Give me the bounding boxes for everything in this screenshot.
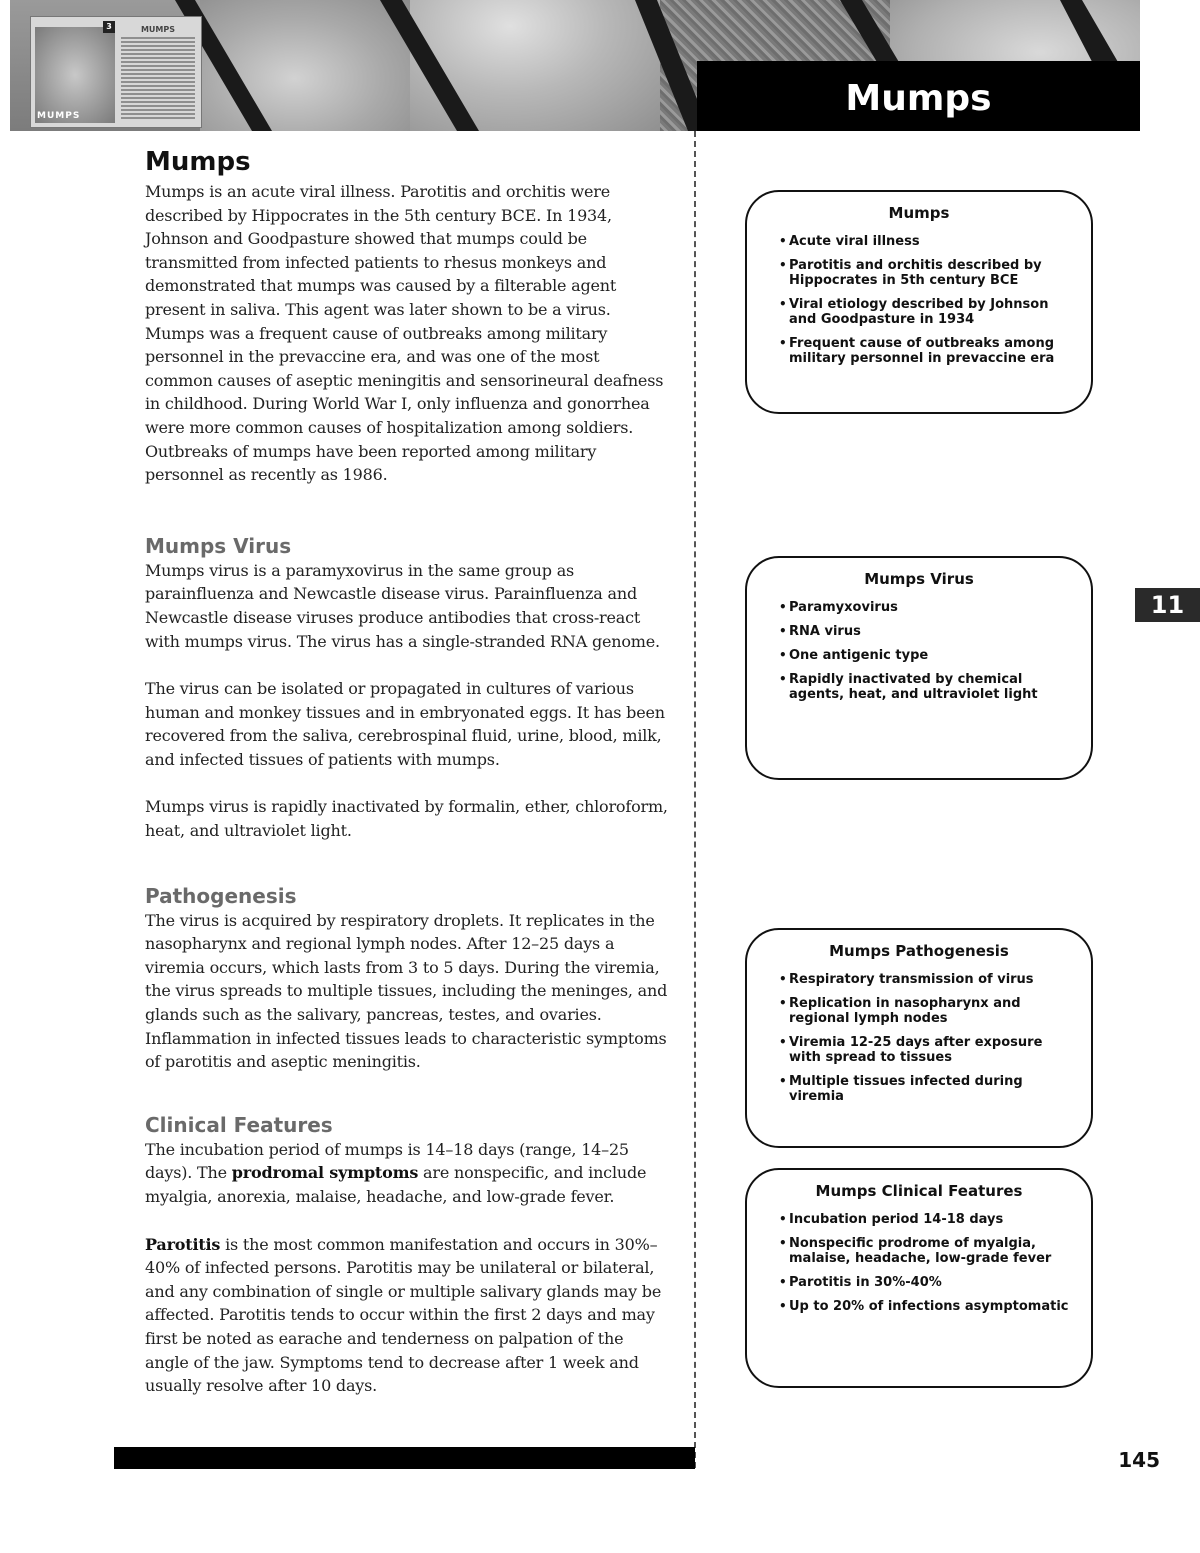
chapter-number: 11: [1150, 591, 1185, 619]
slide-bullet: • Frequent cause of outbreaks among military personnel in prevaccine era: [789, 336, 1073, 366]
poster-photo: [35, 27, 115, 123]
paragraph-virus-1: Mumps virus is a paramyxovirus in the same group as parainfluenza and Newcastle disease virus. Parainfluenza and Newcastle disease viruses produce antibodies that cross-react with mumps virus. The virus has a single-stranded RNA genome.: [145, 560, 660, 651]
slide-bullet: • Parotitis and orchitis described by Hippocrates in 5th century BCE: [789, 258, 1073, 288]
slide-bullet: • Incubation period 14-18 days: [789, 1212, 1073, 1227]
slide-bullet: • RNA virus: [789, 624, 1073, 639]
poster-thumbnail: [30, 16, 202, 128]
paragraph-virus-3: Mumps virus is rapidly inactivated by formalin, ether, chloroform, heat, and ultraviolet light.: [145, 797, 668, 841]
slide-bullet: • Paramyxovirus: [789, 600, 1073, 615]
slide-box-title: Mumps Virus: [864, 570, 974, 588]
section-heading-mumps-virus: Mumps Virus: [145, 533, 292, 558]
slide-box-mumps-virus: [745, 556, 1093, 780]
slide-box-title: Mumps Clinical Features: [815, 1182, 1023, 1200]
slide-box-title: Mumps Pathogenesis: [829, 942, 1009, 960]
chapter-tab: [1135, 588, 1200, 622]
paragraph-clinical-2: Parotitis is the most common manifestation and occurs in 30%–40% of infected persons. Parotitis may be unilateral or bilateral, and any combination of single or multiple salivary glands may be affected. Parotitis tends to occur within the first 2 days and may first be noted as earache and tenderness on palpation of the angle of the jaw. Symptoms tend to decrease after 1 week and usually resolve after 10 days.: [145, 1234, 662, 1396]
slide-box-mumps-clinical-features: [745, 1168, 1093, 1388]
slide-bullet: • Up to 20% of infections asymptomatic: [789, 1299, 1073, 1314]
slide-bullet: • Viral etiology described by Johnson and Goodpasture in 1934: [789, 297, 1073, 327]
slide-box-title: Mumps: [888, 204, 950, 222]
paragraph-clinical-1: The incubation period of mumps is 14–18 days (range, 14–25 days). The prodromal symptoms are nonspecific, and include myalgia, anorexia, malaise, headache, and low-grade fever.: [145, 1139, 647, 1206]
poster-text-block: [121, 25, 195, 121]
slide-box-mumps-pathogenesis: [745, 928, 1093, 1148]
term-parotitis: Parotitis: [145, 1234, 221, 1254]
term-prodromal-symptoms: prodromal symptoms: [231, 1163, 419, 1183]
slide-bullet: • Acute viral illness: [789, 234, 1073, 249]
slide-box-mumps: [745, 190, 1093, 414]
slide-bullet: • Rapidly inactivated by chemical agents, heat, and ultraviolet light: [789, 672, 1073, 702]
slide-bullet: • Nonspecific prodrome of myalgia, malaise, headache, low-grade fever: [789, 1236, 1073, 1266]
main-text-column: [145, 146, 670, 1398]
slide-bullet: • Viremia 12-25 days after exposure with spread to tissues: [789, 1035, 1073, 1065]
column-divider: [694, 131, 696, 1468]
slide-bullet: • Replication in nasopharynx and regional lymph nodes: [789, 996, 1073, 1026]
chapter-title: Mumps: [845, 78, 992, 119]
slide-bullet: • One antigenic type: [789, 648, 1073, 663]
section-heading-clinical-features: Clinical Features: [145, 1112, 333, 1137]
poster-title: MUMPS: [140, 25, 176, 34]
chapter-title-bar: [697, 61, 1140, 131]
slide-bullet: • Respiratory transmission of virus: [789, 972, 1073, 987]
bottom-rule: [114, 1447, 695, 1469]
paragraph-virus-2: The virus can be isolated or propagated in cultures of various human and monkey tissues and in embryonated eggs. It has been recovered from the saliva, cerebrospinal fluid, urine, blood, milk, and infected tissues of patients with mumps.: [145, 679, 665, 769]
paragraph-pathogenesis: The virus is acquired by respiratory droplets. It replicates in the nasopharynx and regional lymph nodes. After 12–25 days a viremia occurs, which lasts from 3 to 5 days. During the viremia, the virus spreads to multiple tissues, including the meninges, and glands such as the salivary, pancreas, testes, and ovaries. Inflammation in infected tissues leads to characteristic symptoms of parotitis and aseptic meningitis.: [145, 910, 668, 1072]
paragraph-mumps-intro: Mumps is an acute viral illness. Parotitis and orchitis were described by Hippocrates in the 5th century BCE. In 1934, Johnson and Goodpasture showed that mumps could be transmitted from infected patients to rhesus monkeys and demonstrated that mumps was caused by a filterable agent present in saliva. This agent was later shown to be a virus. Mumps was a frequent cause of outbreaks among military personnel in the prevaccine era, and was one of the most common causes of aseptic meningitis and sensorineural deafness in childhood. During World War I, only influenza and gonorrhea were more common causes of hospitalization among soldiers. Outbreaks of mumps have been reported among military personnel as recently as 1986.: [145, 182, 664, 485]
poster-badge: 3: [103, 21, 115, 33]
slide-bullet: • Parotitis in 30%-40%: [789, 1275, 1073, 1290]
poster-caption: MUMPS: [37, 111, 81, 121]
page-number: 145: [1118, 1448, 1160, 1472]
section-heading-mumps: Mumps: [145, 147, 251, 177]
slide-bullet: • Multiple tissues infected during viremia: [789, 1074, 1073, 1104]
section-heading-pathogenesis: Pathogenesis: [145, 883, 297, 908]
